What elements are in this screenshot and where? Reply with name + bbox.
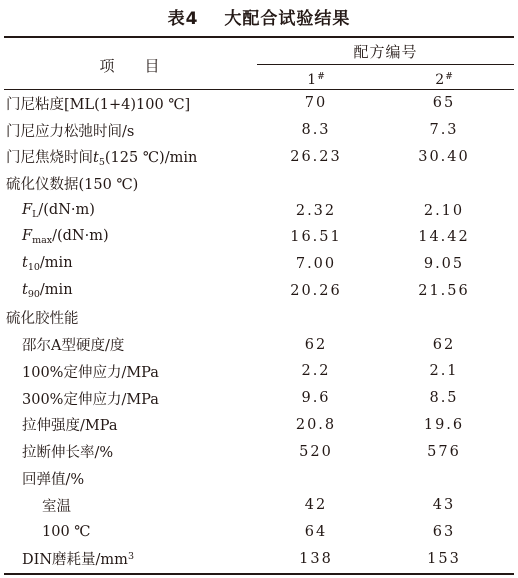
value-formula-1: 20.8 (295, 416, 337, 433)
value-formula-2: 30.40 (418, 148, 470, 165)
row-label: 拉断伸长率/% (22, 445, 114, 462)
value-formula-2: 2.1 (429, 363, 459, 380)
row-label: 300%定伸应力/MPa (22, 391, 159, 408)
table-row (4, 358, 514, 385)
value-formula-2: 576 (427, 443, 461, 460)
value-formula-1: 62 (304, 336, 328, 353)
value-formula-1: 42 (304, 497, 328, 514)
header-item-char: 目 (144, 56, 162, 75)
value-formula-2: 63 (432, 524, 456, 541)
section-row (4, 170, 514, 197)
header-col-num: 1 (307, 72, 317, 88)
bottom-rule (4, 573, 514, 575)
value-formula-1: 16.51 (290, 229, 342, 246)
table-row (4, 492, 514, 519)
row-label: 拉伸强度/MPa (22, 418, 118, 435)
row-label: 邵尔A型硬度/度 (22, 338, 125, 355)
section-row (4, 304, 514, 331)
value-formula-2: 2.10 (423, 202, 465, 219)
table-row (4, 90, 514, 117)
row-label: $t_{90}/\min$ (22, 281, 73, 300)
header-formula-group: 配方编号 (353, 43, 418, 61)
header-col-2 (374, 66, 514, 88)
header-item (4, 42, 257, 88)
value-formula-2: 21.56 (418, 282, 470, 299)
header-group-rule (257, 64, 514, 65)
top-rule (4, 36, 514, 38)
table-row (4, 278, 514, 305)
value-formula-1: 138 (299, 550, 333, 567)
header-col-1 (258, 66, 374, 88)
value-formula-1: 26.23 (290, 148, 342, 165)
value-formula-2: 8.5 (429, 390, 459, 407)
value-formula-1: 7.00 (295, 256, 337, 273)
value-formula-2: 65 (432, 95, 456, 112)
table-row (4, 117, 514, 144)
section-label: 硫化仪数据(150 ℃) (6, 177, 139, 194)
value-formula-2: 62 (432, 336, 456, 353)
table-row (4, 546, 514, 573)
value-formula-1: 64 (304, 524, 328, 541)
table-caption (0, 4, 518, 29)
value-formula-1: 8.3 (301, 122, 331, 139)
table-number: 表4 (167, 9, 199, 29)
row-label: 100%定伸应力/MPa (22, 364, 159, 381)
subsection-row (4, 465, 514, 492)
row-label: $F_L/(dN\cdot m)$ (22, 201, 95, 220)
value-formula-2: 7.3 (429, 122, 459, 139)
value-formula-1: 520 (299, 443, 333, 460)
table-title: 大配合试验结果 (224, 9, 351, 29)
value-formula-1: 20.26 (290, 282, 342, 299)
value-formula-2: 153 (427, 550, 461, 567)
section-label: 硫化胶性能 (6, 311, 79, 328)
header-col-mark: # (317, 72, 325, 82)
value-formula-2: 43 (432, 497, 456, 514)
subsection-label: 回弹值/% (22, 472, 85, 489)
table-row (4, 224, 514, 251)
table-row (4, 438, 514, 465)
table-row (4, 144, 514, 171)
row-label: DIN磨耗量$/mm^3$ (22, 551, 134, 569)
header-col-mark: # (445, 72, 453, 82)
value-formula-1: 2.32 (295, 202, 337, 219)
value-formula-1: 9.6 (301, 390, 331, 407)
value-formula-2: 9.05 (423, 256, 465, 273)
table-row (4, 331, 514, 358)
value-formula-1: 70 (304, 95, 328, 112)
value-formula-1: 2.2 (301, 363, 331, 380)
row-label: 100 ℃ (42, 524, 91, 541)
table-row (4, 519, 514, 546)
row-label: 室温 (42, 498, 71, 515)
header-col-num: 2 (435, 72, 445, 88)
table-row (4, 385, 514, 412)
header-item-char: 项 (99, 56, 117, 75)
row-label: $F_{max}/(dN\cdot m)$ (22, 228, 109, 247)
value-formula-2: 14.42 (418, 229, 470, 246)
row-label: 门尼应力松弛时间/s (6, 123, 135, 140)
table-row (4, 251, 514, 278)
row-label: 门尼粘度[ML(1+4)100 ℃] (6, 96, 191, 113)
table-row (4, 412, 514, 439)
value-formula-2: 19.6 (423, 416, 465, 433)
row-label: $t_{10}/\min$ (22, 255, 73, 274)
table-row (4, 197, 514, 224)
row-label: 门尼焦烧时间$t_5(125$ ℃)/min (6, 149, 198, 168)
